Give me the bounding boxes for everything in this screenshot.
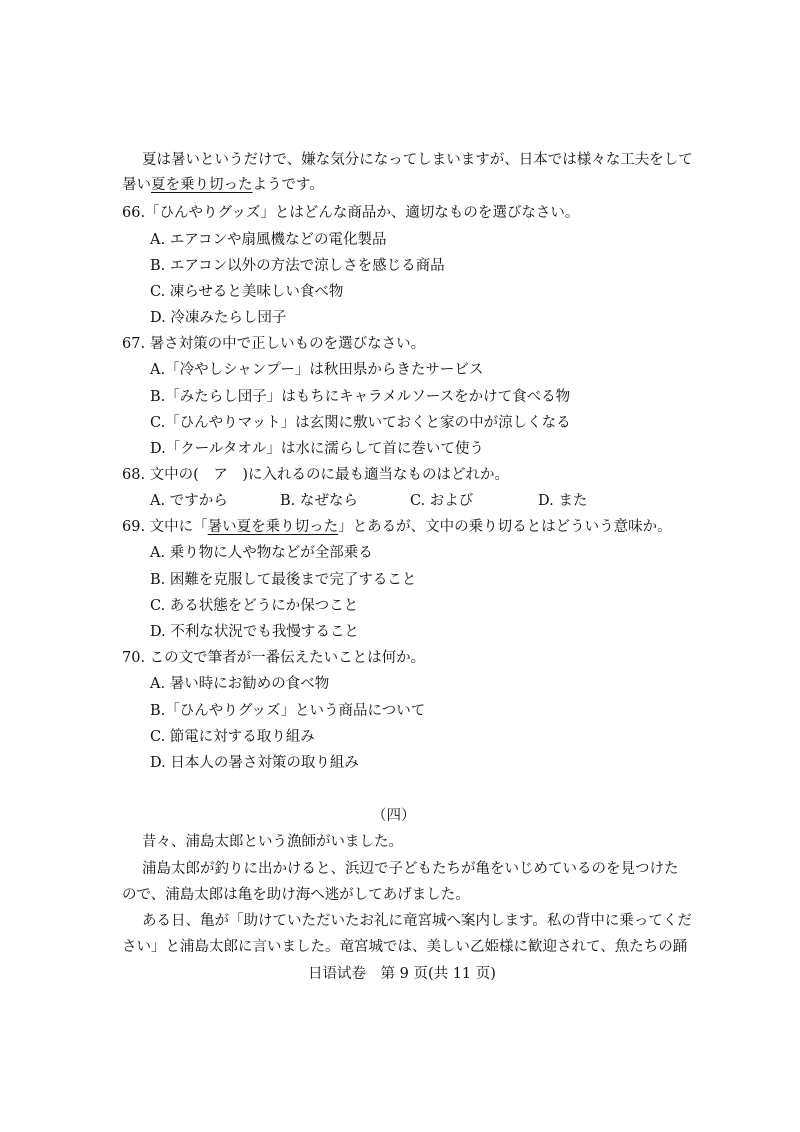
intro-line-2-start: 暑い (122, 177, 151, 193)
question-69-stem (122, 517, 672, 537)
question-67-option-c: C.「ひんやりマット」は玄関に敷いておくと家の中が涼しくなる (150, 415, 571, 431)
question-70-option-a: A. 暑い時にお勧めの食べ物 (150, 676, 330, 692)
question-66-option-a: A. エアコンや扇風機などの電化製品 (150, 232, 387, 248)
question-69-option-a: A. 乗り物に人や物などが全部乗る (150, 545, 373, 561)
section-paragraph-3-line-1: ある日、亀が「助けていただいたお礼に竜宮城へ案内します。私の背中に乗ってくだ (142, 913, 692, 929)
question-69-underlined-phrase: 暑い夏を乗り切った (207, 519, 339, 535)
question-70-option-c: C. 節電に対する取り組み (150, 729, 315, 745)
question-66-option-d: D. 冷凍みたらし団子 (150, 310, 287, 326)
question-68-option-a: A. ですから (150, 493, 228, 509)
question-70-option-d: D. 日本人の暑さ対策の取り組み (150, 755, 359, 771)
underlined-phrase: 夏を乗り切った (151, 177, 253, 193)
question-66-option-b: B. エアコン以外の方法で涼しさを感じる商品 (150, 258, 445, 274)
section-paragraph-2-line-1: 浦島太郎が釣りに出かけると、浜辺で子どもたちが亀をいじめているのを見つけた (142, 861, 679, 877)
question-67-stem: 67. 暑さ対策の中で正しいものを選びなさい。 (122, 336, 426, 352)
question-68-option-b: B. なぜなら (280, 493, 358, 509)
question-67-option-d: D.「クールタオル」は水に濡らして首に巻いて使う (150, 441, 484, 457)
intro-line-2-end: ようです。 (252, 177, 324, 193)
question-66-option-c: C. 凍らせると美味しい食べ物 (150, 284, 344, 300)
section-heading: （四） (372, 808, 416, 824)
question-68-option-d: D. また (538, 493, 588, 509)
question-70-stem: 70. この文で筆者が一番伝えたいことは何か。 (122, 650, 426, 666)
question-69-stem-end: 」とあるが、文中の乗り切るとはどういう意味か。 (338, 519, 672, 535)
section-paragraph-2-line-2: ので、浦島太郎は亀を助け海へ逃がしてあげました。 (122, 887, 470, 903)
question-69-option-c: C. ある状態をどうにか保つこと (150, 598, 359, 614)
question-67-option-a: A.「冷やしシャンプー」は秋田県からきたサービス (150, 362, 484, 378)
intro-line-1: 夏は暑いというだけで、嫌な気分になってしまいますが、日本では様々な工夫をして (142, 152, 693, 168)
question-68-option-c: C. および (410, 493, 474, 509)
question-69-option-b: B. 困難を克服して最後まで完了すること (150, 572, 417, 588)
question-69-stem-start: 69. 文中に「 (122, 519, 208, 535)
question-67-option-b: B.「みたらし団子」はもちにキャラメルソースをかけて食べる物 (150, 389, 571, 405)
question-70-option-b: B.「ひんやりグッズ」という商品について (150, 703, 426, 719)
intro-line-2 (122, 175, 324, 195)
page-footer: 日语试卷 第 9 页(共 11 页) (308, 966, 496, 982)
section-paragraph-3-line-2: さい」と浦島太郎に言いました。竜宮城では、美しい乙姫様に歓迎されて、魚たちの踊 (122, 939, 688, 955)
section-paragraph-1: 昔々、浦島太郎という漁師がいました。 (142, 834, 403, 850)
question-69-option-d: D. 不利な状況でも我慢すること (150, 624, 359, 640)
question-66-stem: 66.「ひんやりグッズ」とはどんな商品か、適切なものを選びなさい。 (122, 205, 580, 221)
question-68-stem: 68. 文中の( ア )に入れるのに最も適当なものはどれか。 (122, 467, 509, 483)
